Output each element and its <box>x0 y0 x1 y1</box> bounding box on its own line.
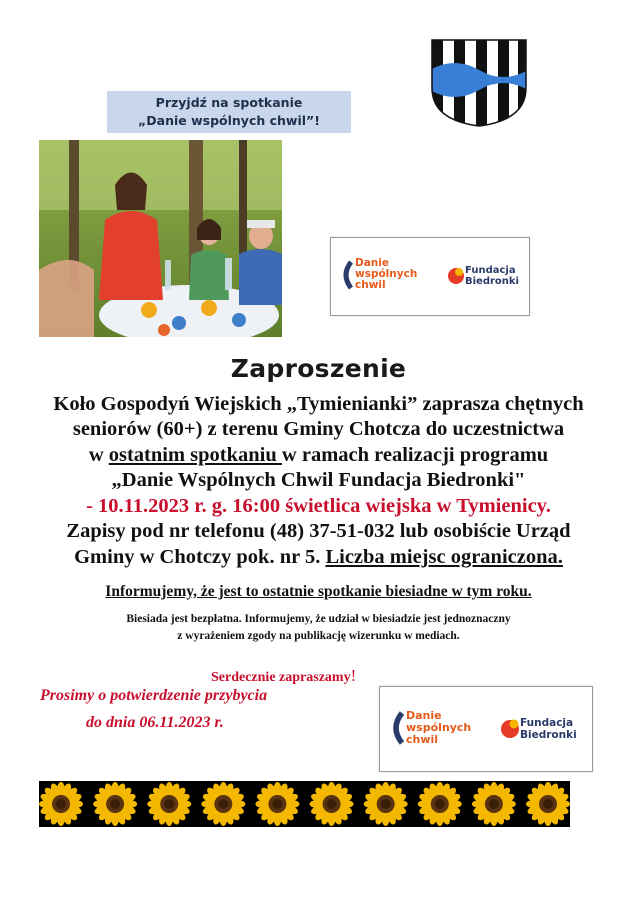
ladybug-icon <box>500 719 520 739</box>
sunflower-icon <box>418 782 462 826</box>
body-line-7: Gminy w Chotczy pok. nr 5. Liczba miejsc ograniczona. <box>74 546 563 568</box>
body-line-3: w ostatnim spotkaniu w ramach realizacji programu <box>88 444 549 466</box>
danie-logo-icon <box>339 260 355 290</box>
danie-wspolnych-chwil-logo: Danie wspólnych chwil <box>339 258 417 291</box>
body-line-4: „Danie Wspólnych Chwil Fundacja Biedronki" <box>111 469 526 491</box>
sunflower-icon <box>93 782 137 826</box>
sunflower-icon <box>526 782 570 826</box>
event-banner <box>107 91 351 133</box>
page-title: Zaproszenie <box>230 354 407 383</box>
rsvp-request: Prosimy o potwierdzenie przybycia <box>40 687 268 704</box>
danie-wspolnych-chwil-logo: Danie wspólnych chwil <box>388 710 471 746</box>
danie-logo-icon <box>388 711 406 745</box>
sunflower-border <box>39 781 570 827</box>
gmina-crest-icon <box>430 38 528 128</box>
sunflower-icon <box>310 782 354 826</box>
banner-line-2: „Danie wspólnych chwil”! <box>138 113 320 128</box>
small-print-line-1: Biesiada jest bezpłatna. Informujemy, że udział w biesiadzie jest jednoznaczny <box>126 613 511 625</box>
sunflower-icon <box>147 782 191 826</box>
sponsor-logos-bottom <box>379 686 593 772</box>
body-line-2: seniorów (60+) z terenu Gminy Chotcza do uczestnictwa <box>72 418 565 440</box>
small-print-line-2: z wyrażeniem zgody na publikację wizerunku w mediach. <box>177 630 460 642</box>
sponsor-logos-top <box>330 237 530 316</box>
sunflower-icon <box>472 782 516 826</box>
sunflower-icon <box>364 782 408 826</box>
sunflower-icon <box>201 782 245 826</box>
sunflower-icon <box>39 782 83 826</box>
last-meeting-notice: Informujemy, że jest to ostatnie spotkanie biesiadne w tym roku. <box>105 583 532 600</box>
sunflower-icon <box>255 782 299 826</box>
rsvp-deadline: do dnia 06.11.2023 r. <box>86 714 224 731</box>
banner-line-1: Przyjdź na spotkanie <box>155 95 303 110</box>
ladybug-icon <box>447 267 465 285</box>
fundacja-biedronki-logo: Fundacja Biedronki <box>500 717 577 741</box>
seniors-picnic-photo <box>39 140 282 337</box>
event-date-line: - 10.11.2023 r. g. 16:00 świetlica wiejska w Tymienicy. <box>86 495 551 517</box>
body-line-6: Zapisy pod nr telefonu (48) 37-51-032 lub osobiście Urząd <box>66 520 571 542</box>
body-line-1: Koło Gospodyń Wiejskich „Tymienianki” zaprasza chętnych <box>53 393 584 415</box>
invitation-closing: Serdecznie zapraszamy! <box>211 666 357 685</box>
fundacja-biedronki-logo: Fundacja Biedronki <box>447 265 519 287</box>
